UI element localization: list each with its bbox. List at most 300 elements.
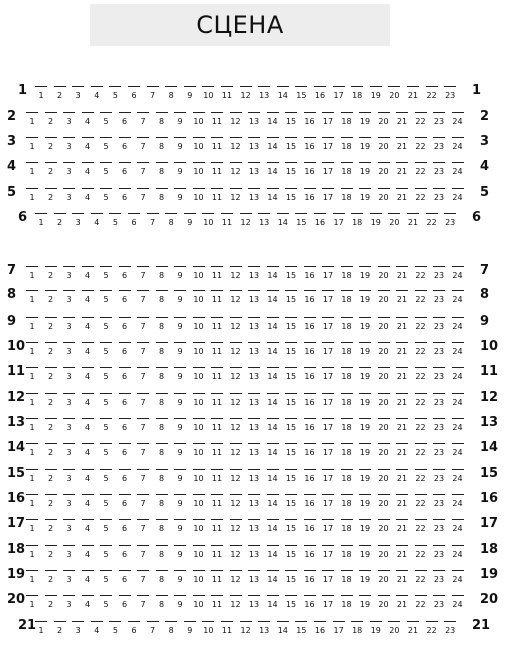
seat[interactable] xyxy=(163,211,179,231)
seat[interactable] xyxy=(283,467,299,487)
seat[interactable] xyxy=(209,160,225,180)
seat[interactable] xyxy=(228,365,244,385)
seat[interactable] xyxy=(431,593,447,613)
seat[interactable] xyxy=(154,492,170,512)
seat[interactable] xyxy=(126,84,142,104)
seat[interactable] xyxy=(98,568,114,588)
seat[interactable] xyxy=(275,84,291,104)
seat[interactable] xyxy=(442,84,458,104)
seat[interactable] xyxy=(283,517,299,537)
seat[interactable] xyxy=(135,416,151,436)
seat[interactable] xyxy=(98,593,114,613)
seat[interactable] xyxy=(24,110,40,130)
seat[interactable] xyxy=(191,517,207,537)
seat[interactable] xyxy=(98,517,114,537)
seat[interactable] xyxy=(246,543,262,563)
seat[interactable] xyxy=(413,593,429,613)
seat[interactable] xyxy=(172,160,188,180)
seat[interactable] xyxy=(320,264,336,284)
seat[interactable] xyxy=(117,593,133,613)
seat[interactable] xyxy=(24,517,40,537)
seat[interactable] xyxy=(376,365,392,385)
seat[interactable] xyxy=(431,441,447,461)
seat[interactable] xyxy=(228,340,244,360)
seat[interactable] xyxy=(450,593,466,613)
seat[interactable] xyxy=(209,186,225,206)
seat[interactable] xyxy=(431,517,447,537)
seat[interactable] xyxy=(209,441,225,461)
seat[interactable] xyxy=(209,391,225,411)
seat[interactable] xyxy=(209,568,225,588)
seat[interactable] xyxy=(376,467,392,487)
seat[interactable] xyxy=(43,315,59,335)
seat[interactable] xyxy=(394,543,410,563)
seat[interactable] xyxy=(61,593,77,613)
seat[interactable] xyxy=(275,211,291,231)
seat[interactable] xyxy=(256,211,272,231)
seat[interactable] xyxy=(256,619,272,639)
seat[interactable] xyxy=(61,135,77,155)
seat[interactable] xyxy=(376,416,392,436)
seat[interactable] xyxy=(117,315,133,335)
seat[interactable] xyxy=(376,288,392,308)
seat[interactable] xyxy=(191,264,207,284)
seat[interactable] xyxy=(368,84,384,104)
seat[interactable] xyxy=(228,492,244,512)
seat[interactable] xyxy=(219,211,235,231)
seat[interactable] xyxy=(98,288,114,308)
seat[interactable] xyxy=(98,492,114,512)
seat[interactable] xyxy=(431,186,447,206)
seat[interactable] xyxy=(265,568,281,588)
seat[interactable] xyxy=(283,441,299,461)
seat[interactable] xyxy=(154,264,170,284)
seat[interactable] xyxy=(357,135,373,155)
seat[interactable] xyxy=(394,391,410,411)
seat[interactable] xyxy=(376,315,392,335)
seat[interactable] xyxy=(302,264,318,284)
seat[interactable] xyxy=(117,543,133,563)
seat[interactable] xyxy=(450,340,466,360)
seat[interactable] xyxy=(386,84,402,104)
seat[interactable] xyxy=(117,416,133,436)
seat[interactable] xyxy=(43,441,59,461)
seat[interactable] xyxy=(265,593,281,613)
seat[interactable] xyxy=(357,467,373,487)
seat[interactable] xyxy=(209,315,225,335)
seat[interactable] xyxy=(424,84,440,104)
seat[interactable] xyxy=(265,288,281,308)
seat[interactable] xyxy=(24,340,40,360)
seat[interactable] xyxy=(283,593,299,613)
seat[interactable] xyxy=(394,340,410,360)
seat[interactable] xyxy=(70,84,86,104)
seat[interactable] xyxy=(24,416,40,436)
seat[interactable] xyxy=(61,441,77,461)
seat[interactable] xyxy=(339,186,355,206)
seat[interactable] xyxy=(61,315,77,335)
seat[interactable] xyxy=(376,543,392,563)
seat[interactable] xyxy=(246,264,262,284)
seat[interactable] xyxy=(61,467,77,487)
seat[interactable] xyxy=(431,160,447,180)
seat[interactable] xyxy=(256,84,272,104)
seat[interactable] xyxy=(61,340,77,360)
seat[interactable] xyxy=(424,211,440,231)
seat[interactable] xyxy=(405,211,421,231)
seat[interactable] xyxy=(394,110,410,130)
seat[interactable] xyxy=(24,467,40,487)
seat[interactable] xyxy=(200,211,216,231)
seat[interactable] xyxy=(302,365,318,385)
seat[interactable] xyxy=(339,543,355,563)
seat[interactable] xyxy=(376,135,392,155)
seat[interactable] xyxy=(43,110,59,130)
seat[interactable] xyxy=(394,135,410,155)
seat[interactable] xyxy=(117,186,133,206)
seat[interactable] xyxy=(43,288,59,308)
seat[interactable] xyxy=(61,492,77,512)
seat[interactable] xyxy=(228,593,244,613)
seat[interactable] xyxy=(357,340,373,360)
seat[interactable] xyxy=(357,288,373,308)
seat[interactable] xyxy=(302,568,318,588)
seat[interactable] xyxy=(413,543,429,563)
seat[interactable] xyxy=(98,315,114,335)
seat[interactable] xyxy=(450,467,466,487)
seat[interactable] xyxy=(163,84,179,104)
seat[interactable] xyxy=(394,492,410,512)
seat[interactable] xyxy=(283,288,299,308)
seat[interactable] xyxy=(339,288,355,308)
seat[interactable] xyxy=(80,365,96,385)
seat[interactable] xyxy=(320,340,336,360)
seat[interactable] xyxy=(61,288,77,308)
seat[interactable] xyxy=(283,365,299,385)
seat[interactable] xyxy=(135,467,151,487)
seat[interactable] xyxy=(172,110,188,130)
seat[interactable] xyxy=(191,543,207,563)
seat[interactable] xyxy=(357,441,373,461)
seat[interactable] xyxy=(431,543,447,563)
seat[interactable] xyxy=(24,186,40,206)
seat[interactable] xyxy=(61,543,77,563)
seat[interactable] xyxy=(24,441,40,461)
seat[interactable] xyxy=(24,492,40,512)
seat[interactable] xyxy=(450,135,466,155)
seat[interactable] xyxy=(135,517,151,537)
seat[interactable] xyxy=(191,467,207,487)
seat[interactable] xyxy=(80,492,96,512)
seat[interactable] xyxy=(33,84,49,104)
seat[interactable] xyxy=(339,264,355,284)
seat[interactable] xyxy=(154,543,170,563)
seat[interactable] xyxy=(117,492,133,512)
seat[interactable] xyxy=(450,315,466,335)
seat[interactable] xyxy=(357,492,373,512)
seat[interactable] xyxy=(24,264,40,284)
seat[interactable] xyxy=(24,365,40,385)
seat[interactable] xyxy=(228,186,244,206)
seat[interactable] xyxy=(283,110,299,130)
seat[interactable] xyxy=(191,340,207,360)
seat[interactable] xyxy=(450,288,466,308)
seat[interactable] xyxy=(394,288,410,308)
seat[interactable] xyxy=(394,264,410,284)
seat[interactable] xyxy=(135,135,151,155)
seat[interactable] xyxy=(246,160,262,180)
seat[interactable] xyxy=(246,186,262,206)
seat[interactable] xyxy=(349,619,365,639)
seat[interactable] xyxy=(320,288,336,308)
seat[interactable] xyxy=(98,416,114,436)
seat[interactable] xyxy=(265,543,281,563)
seat[interactable] xyxy=(228,467,244,487)
seat[interactable] xyxy=(209,365,225,385)
seat[interactable] xyxy=(228,416,244,436)
seat[interactable] xyxy=(413,315,429,335)
seat[interactable] xyxy=(394,441,410,461)
seat[interactable] xyxy=(283,340,299,360)
seat[interactable] xyxy=(283,160,299,180)
seat[interactable] xyxy=(154,288,170,308)
seat[interactable] xyxy=(43,135,59,155)
seat[interactable] xyxy=(413,365,429,385)
seat[interactable] xyxy=(228,568,244,588)
seat[interactable] xyxy=(394,593,410,613)
seat[interactable] xyxy=(376,391,392,411)
seat[interactable] xyxy=(107,619,123,639)
seat[interactable] xyxy=(431,568,447,588)
seat[interactable] xyxy=(450,416,466,436)
seat[interactable] xyxy=(376,593,392,613)
seat[interactable] xyxy=(431,110,447,130)
seat[interactable] xyxy=(246,340,262,360)
seat[interactable] xyxy=(302,340,318,360)
seat[interactable] xyxy=(376,186,392,206)
seat[interactable] xyxy=(52,211,68,231)
seat[interactable] xyxy=(154,517,170,537)
seat[interactable] xyxy=(357,416,373,436)
seat[interactable] xyxy=(117,110,133,130)
seat[interactable] xyxy=(265,340,281,360)
seat[interactable] xyxy=(413,135,429,155)
seat[interactable] xyxy=(43,160,59,180)
seat[interactable] xyxy=(135,492,151,512)
seat[interactable] xyxy=(357,365,373,385)
seat[interactable] xyxy=(431,288,447,308)
seat[interactable] xyxy=(413,340,429,360)
seat[interactable] xyxy=(43,264,59,284)
seat[interactable] xyxy=(24,288,40,308)
seat[interactable] xyxy=(209,288,225,308)
seat[interactable] xyxy=(154,110,170,130)
seat[interactable] xyxy=(228,288,244,308)
seat[interactable] xyxy=(431,492,447,512)
seat[interactable] xyxy=(376,340,392,360)
seat[interactable] xyxy=(405,84,421,104)
seat[interactable] xyxy=(135,593,151,613)
seat[interactable] xyxy=(117,441,133,461)
seat[interactable] xyxy=(320,492,336,512)
seat[interactable] xyxy=(33,619,49,639)
seat[interactable] xyxy=(265,315,281,335)
seat[interactable] xyxy=(265,160,281,180)
seat[interactable] xyxy=(320,110,336,130)
seat[interactable] xyxy=(339,593,355,613)
seat[interactable] xyxy=(80,467,96,487)
seat[interactable] xyxy=(191,593,207,613)
seat[interactable] xyxy=(357,186,373,206)
seat[interactable] xyxy=(312,619,328,639)
seat[interactable] xyxy=(413,391,429,411)
seat[interactable] xyxy=(80,135,96,155)
seat[interactable] xyxy=(394,467,410,487)
seat[interactable] xyxy=(80,340,96,360)
seat[interactable] xyxy=(293,211,309,231)
seat[interactable] xyxy=(200,619,216,639)
seat[interactable] xyxy=(320,593,336,613)
seat[interactable] xyxy=(413,160,429,180)
seat[interactable] xyxy=(61,568,77,588)
seat[interactable] xyxy=(107,84,123,104)
seat[interactable] xyxy=(172,492,188,512)
seat[interactable] xyxy=(33,211,49,231)
seat[interactable] xyxy=(376,517,392,537)
seat[interactable] xyxy=(431,135,447,155)
seat[interactable] xyxy=(80,543,96,563)
seat[interactable] xyxy=(172,593,188,613)
seat[interactable] xyxy=(172,391,188,411)
seat[interactable] xyxy=(135,110,151,130)
seat[interactable] xyxy=(450,186,466,206)
seat[interactable] xyxy=(80,441,96,461)
seat[interactable] xyxy=(302,593,318,613)
seat[interactable] xyxy=(320,416,336,436)
seat[interactable] xyxy=(450,568,466,588)
seat[interactable] xyxy=(117,365,133,385)
seat[interactable] xyxy=(61,264,77,284)
seat[interactable] xyxy=(265,517,281,537)
seat[interactable] xyxy=(431,365,447,385)
seat[interactable] xyxy=(238,211,254,231)
seat[interactable] xyxy=(339,492,355,512)
seat[interactable] xyxy=(117,264,133,284)
seat[interactable] xyxy=(219,619,235,639)
seat[interactable] xyxy=(450,110,466,130)
seat[interactable] xyxy=(154,593,170,613)
seat[interactable] xyxy=(228,441,244,461)
seat[interactable] xyxy=(275,619,291,639)
seat[interactable] xyxy=(209,517,225,537)
seat[interactable] xyxy=(413,186,429,206)
seat[interactable] xyxy=(265,264,281,284)
seat[interactable] xyxy=(172,264,188,284)
seat[interactable] xyxy=(154,467,170,487)
seat[interactable] xyxy=(98,340,114,360)
seat[interactable] xyxy=(117,160,133,180)
seat[interactable] xyxy=(376,264,392,284)
seat[interactable] xyxy=(320,160,336,180)
seat[interactable] xyxy=(405,619,421,639)
seat[interactable] xyxy=(98,441,114,461)
seat[interactable] xyxy=(228,315,244,335)
seat[interactable] xyxy=(43,568,59,588)
seat[interactable] xyxy=(117,467,133,487)
seat[interactable] xyxy=(339,135,355,155)
seat[interactable] xyxy=(182,84,198,104)
seat[interactable] xyxy=(172,517,188,537)
seat[interactable] xyxy=(191,441,207,461)
seat[interactable] xyxy=(349,84,365,104)
seat[interactable] xyxy=(442,619,458,639)
seat[interactable] xyxy=(246,365,262,385)
seat[interactable] xyxy=(172,288,188,308)
seat[interactable] xyxy=(376,568,392,588)
seat[interactable] xyxy=(450,543,466,563)
seat[interactable] xyxy=(339,568,355,588)
seat[interactable] xyxy=(191,568,207,588)
seat[interactable] xyxy=(61,186,77,206)
seat[interactable] xyxy=(228,135,244,155)
seat[interactable] xyxy=(320,568,336,588)
seat[interactable] xyxy=(61,416,77,436)
seat[interactable] xyxy=(450,264,466,284)
seat[interactable] xyxy=(413,568,429,588)
seat[interactable] xyxy=(172,315,188,335)
seat[interactable] xyxy=(172,365,188,385)
seat[interactable] xyxy=(283,186,299,206)
seat[interactable] xyxy=(209,110,225,130)
seat[interactable] xyxy=(117,135,133,155)
seat[interactable] xyxy=(320,391,336,411)
seat[interactable] xyxy=(376,492,392,512)
seat[interactable] xyxy=(209,467,225,487)
seat[interactable] xyxy=(191,492,207,512)
seat[interactable] xyxy=(80,416,96,436)
seat[interactable] xyxy=(191,110,207,130)
seat[interactable] xyxy=(43,416,59,436)
seat[interactable] xyxy=(246,288,262,308)
seat[interactable] xyxy=(265,492,281,512)
seat[interactable] xyxy=(172,543,188,563)
seat[interactable] xyxy=(246,492,262,512)
seat[interactable] xyxy=(320,467,336,487)
seat[interactable] xyxy=(413,110,429,130)
seat[interactable] xyxy=(246,135,262,155)
seat[interactable] xyxy=(135,315,151,335)
seat[interactable] xyxy=(98,135,114,155)
seat[interactable] xyxy=(357,568,373,588)
seat[interactable] xyxy=(70,619,86,639)
seat[interactable] xyxy=(431,391,447,411)
seat[interactable] xyxy=(117,340,133,360)
seat[interactable] xyxy=(43,340,59,360)
seat[interactable] xyxy=(200,84,216,104)
seat[interactable] xyxy=(98,467,114,487)
seat[interactable] xyxy=(283,315,299,335)
seat[interactable] xyxy=(431,315,447,335)
seat[interactable] xyxy=(246,517,262,537)
seat[interactable] xyxy=(135,568,151,588)
seat[interactable] xyxy=(302,288,318,308)
seat[interactable] xyxy=(228,517,244,537)
seat[interactable] xyxy=(154,391,170,411)
seat[interactable] xyxy=(339,365,355,385)
seat[interactable] xyxy=(302,441,318,461)
seat[interactable] xyxy=(394,365,410,385)
seat[interactable] xyxy=(368,211,384,231)
